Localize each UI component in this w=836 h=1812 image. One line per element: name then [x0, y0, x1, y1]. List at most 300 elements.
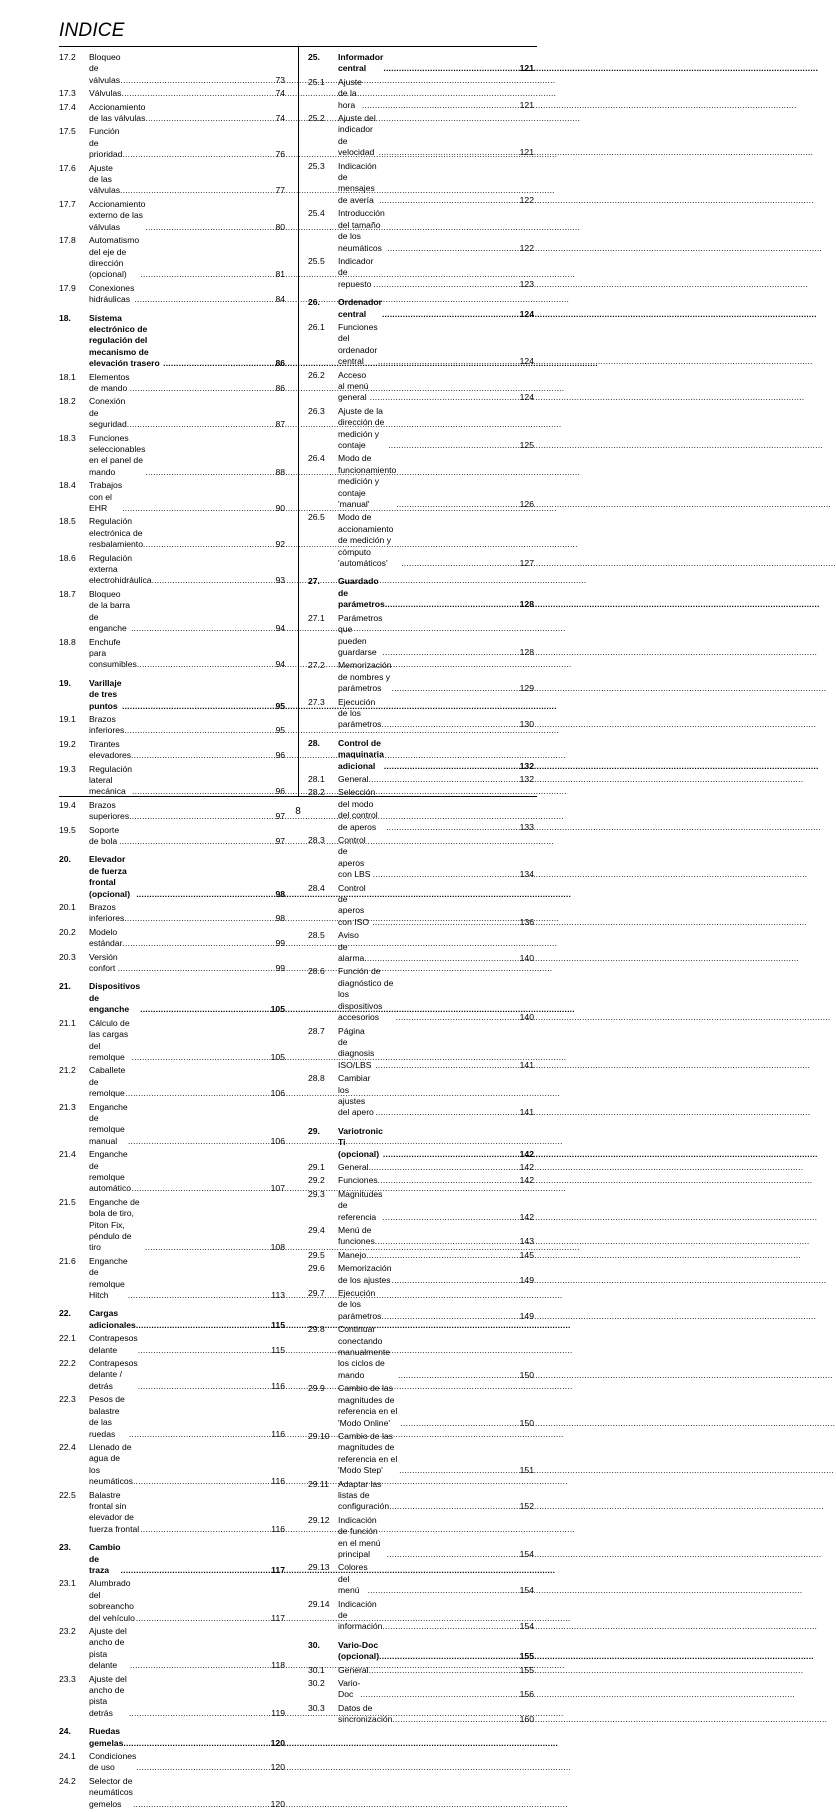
dot-leader — [389, 1501, 519, 1512]
dot-leader — [137, 659, 275, 670]
toc-entry-number: 21.5 — [59, 1196, 76, 1207]
toc-entry-page: 80 — [275, 221, 285, 232]
toc-entry — [59, 163, 285, 197]
toc-entry — [59, 396, 285, 430]
toc-entry-number: 27.2 — [308, 660, 325, 671]
toc-entry-title: Colores del menú — [338, 1562, 368, 1596]
toc-entry — [308, 208, 534, 254]
toc-entry-page: 152 — [519, 1501, 534, 1512]
toc-entry — [59, 1626, 285, 1672]
toc-entry — [59, 235, 285, 281]
toc-entry-number: 29.8 — [308, 1324, 325, 1335]
toc-entry — [59, 1442, 285, 1488]
dot-leader — [364, 953, 518, 964]
toc-entry-number: 29.1 — [308, 1161, 325, 1172]
toc-entry-number: 25.4 — [308, 208, 325, 219]
toc-entry-number: 29.4 — [308, 1225, 325, 1235]
toc-entry-number: 22.1 — [59, 1333, 76, 1344]
toc-entry — [308, 697, 534, 731]
dot-leader — [138, 1381, 271, 1392]
toc-entry-page: 145 — [519, 1249, 534, 1260]
toc-entry — [59, 1065, 285, 1099]
toc-entry-title: Regulación lateral mecánica — [89, 763, 132, 797]
dot-leader — [145, 222, 274, 233]
toc-entry-title: Bloqueo de válvulas — [89, 52, 121, 85]
toc-entry-number: 30.1 — [308, 1664, 325, 1675]
dot-leader — [387, 1549, 519, 1560]
dot-leader — [382, 1212, 518, 1223]
dot-leader — [373, 279, 518, 290]
toc-entry — [59, 1751, 285, 1774]
toc-entry-title: Ejecución de los parámetros — [338, 696, 382, 730]
toc-entry-number: 27.3 — [308, 696, 325, 707]
toc-entry — [59, 126, 285, 160]
toc-entry — [308, 1431, 534, 1477]
dot-leader — [368, 1585, 519, 1596]
toc-entry — [59, 637, 285, 671]
dot-leader — [131, 750, 274, 761]
toc-entry — [308, 613, 534, 659]
dot-leader — [121, 88, 274, 99]
toc-entry-title: Cambiar los ajustes del apero — [338, 1073, 374, 1118]
toc-entry-number: 27. — [308, 576, 320, 587]
toc-entry-page: 113 — [271, 1290, 285, 1301]
toc-chapter-entry — [59, 854, 285, 900]
dot-leader — [136, 889, 274, 900]
toc-entry-page: 150 — [519, 1417, 534, 1428]
toc-entry-page: 86 — [275, 382, 285, 393]
dot-leader — [140, 269, 274, 280]
toc-entry — [308, 256, 534, 290]
toc-entry-number: 28.1 — [308, 773, 325, 784]
toc-entry-page: 84 — [275, 294, 285, 305]
toc-entry — [59, 283, 285, 306]
toc-entry-title: Versión confort — [89, 951, 118, 974]
toc-entry-number: 20. — [59, 854, 71, 865]
toc-entry-title: Aviso de alarma — [338, 930, 365, 964]
toc-entry-title: Soporte de bola — [89, 824, 120, 846]
toc-entry — [59, 1018, 285, 1064]
toc-entry-title: Bloqueo de la barra de enganche — [89, 588, 131, 634]
toc-entry-number: 29.12 — [308, 1514, 330, 1525]
dot-leader — [131, 1183, 269, 1194]
dot-leader — [132, 1052, 270, 1063]
dot-leader — [401, 558, 518, 569]
toc-entry — [59, 589, 285, 635]
toc-chapter-entry — [308, 738, 534, 772]
dot-leader — [396, 499, 518, 510]
toc-entry — [59, 372, 285, 395]
dot-leader — [373, 869, 519, 880]
dot-leader — [396, 1012, 519, 1023]
toc-entry-page: 126 — [519, 499, 534, 510]
toc-entry-title: Alumbrado del sobreancho del vehículo — [89, 1578, 135, 1623]
toc-entry-page: 136 — [519, 916, 534, 927]
toc-entry-page: 124 — [519, 356, 534, 367]
toc-entry-title: Cambio de traza — [89, 1542, 121, 1575]
dot-leader — [379, 147, 519, 158]
toc-entry-number: 18.6 — [59, 552, 76, 563]
toc-entry-page: 142 — [519, 1175, 534, 1186]
toc-entry-number: 22.5 — [59, 1489, 76, 1500]
toc-entry-number: 24.2 — [59, 1775, 76, 1786]
toc-entry-title: Condiciones de uso — [89, 1751, 137, 1773]
toc-entry-page: 128 — [519, 599, 534, 610]
toc-entry-number: 24. — [59, 1726, 71, 1737]
toc-entry-number: 26.3 — [308, 405, 325, 416]
toc-entry-number: 18.5 — [59, 516, 76, 527]
toc-entry-number: 28.4 — [308, 882, 325, 893]
dot-leader — [136, 1613, 271, 1624]
toc-entry — [59, 480, 285, 514]
dot-leader — [378, 356, 519, 367]
toc-entry-number: 20.2 — [59, 926, 76, 937]
toc-entry-title: Elementos de mando — [89, 371, 130, 393]
toc-entry-page: 98 — [275, 913, 285, 924]
dot-leader — [369, 1665, 519, 1676]
dot-leader — [382, 1621, 518, 1632]
toc-entry-title: Regulación electrónica de resbalamiento — [89, 516, 143, 550]
toc-entry-page: 115 — [271, 1344, 285, 1355]
toc-entry-page: 105 — [270, 1004, 285, 1015]
toc-entry — [308, 370, 534, 404]
toc-entry-page: 120 — [270, 1737, 285, 1748]
toc-entry-number: 29.9 — [308, 1383, 325, 1394]
toc-entry-page: 118 — [271, 1660, 285, 1671]
dot-leader — [385, 599, 519, 610]
toc-entry-page: 95 — [275, 700, 285, 711]
toc-entry — [308, 1250, 534, 1261]
dot-leader — [382, 647, 518, 658]
toc-entry-page: 97 — [275, 811, 285, 822]
toc-entry-title: General — [338, 773, 369, 784]
toc-entry-number: 22. — [59, 1308, 71, 1319]
toc-entry — [308, 1479, 534, 1513]
toc-entry — [59, 516, 285, 550]
toc-entry-page: 123 — [519, 278, 534, 289]
dot-leader — [122, 503, 274, 514]
dot-leader — [122, 938, 274, 949]
toc-entry-number: 23.3 — [59, 1673, 76, 1684]
toc-entry — [308, 77, 534, 111]
toc-entry-title: Sistema electrónico de regulación del mecanismo de elevación trasero — [89, 312, 160, 369]
toc-entry-page: 125 — [519, 440, 534, 450]
toc-entry-page: 116 — [271, 1523, 285, 1534]
toc-entry-page: 117 — [271, 1564, 285, 1575]
toc-entry-title: Magnitudes de referencia — [338, 1188, 383, 1222]
toc-chapter-entry — [308, 1126, 534, 1160]
toc-entry-title: Ajuste de la hora — [338, 76, 362, 110]
toc-entry-title: Memorización de los ajustes — [338, 1263, 392, 1285]
dot-leader — [392, 1275, 519, 1286]
toc-entry-page: 142 — [519, 1161, 534, 1172]
toc-entry-title: Ejecución de los parámetros — [338, 1288, 382, 1321]
dot-leader — [119, 836, 274, 847]
toc-entry-number: 21.3 — [59, 1101, 76, 1112]
toc-chapter-entry — [59, 1726, 285, 1749]
toc-entry-page: 116 — [271, 1476, 285, 1487]
dot-leader — [122, 701, 274, 712]
toc-entry-page: 133 — [519, 821, 534, 832]
toc-entry-page: 121 — [519, 99, 534, 110]
toc-entry-page: 98 — [275, 888, 285, 899]
toc-entry — [308, 1599, 534, 1633]
dot-leader — [383, 1149, 519, 1160]
toc-entry-number: 21.1 — [59, 1017, 76, 1028]
dot-leader — [121, 1565, 271, 1576]
toc-entry-number: 23. — [59, 1542, 71, 1553]
toc-entry-number: 18.1 — [59, 371, 76, 382]
toc-entry-title: Accionamiento externo de las válvulas — [89, 198, 146, 232]
dot-leader — [124, 725, 274, 736]
dot-leader — [383, 63, 518, 74]
toc-entry-title: Selector de neumáticos gemelos — [89, 1775, 133, 1809]
toc-entry-page: 87 — [275, 419, 285, 430]
dot-leader — [120, 185, 274, 196]
dot-leader — [163, 358, 274, 369]
toc-entry-title: Varillaje de tres puntos — [89, 677, 122, 711]
toc-entry-page: 108 — [270, 1242, 285, 1253]
toc-entry — [59, 1776, 285, 1810]
toc-entry-page: 120 — [270, 1762, 285, 1773]
toc-entry — [59, 102, 285, 125]
toc-entry-number: 25.3 — [308, 160, 325, 171]
toc-entry-title: Ajuste del indicador de velocidad — [338, 113, 376, 158]
toc-entry — [59, 927, 285, 950]
toc-entry-number: 29.2 — [308, 1175, 325, 1186]
toc-entry-title: Conexión de seguridad — [89, 396, 127, 430]
toc-entry-page: 155 — [519, 1664, 534, 1675]
dot-leader — [392, 683, 519, 694]
toc-entry-number: 19. — [59, 677, 71, 688]
toc-entry-title: Contrapesos delante — [89, 1333, 138, 1355]
toc-entry — [308, 1162, 534, 1173]
toc-entry-title: Menú de funciones — [338, 1225, 375, 1247]
toc-entry-page: 97 — [275, 836, 285, 846]
dot-leader — [369, 1162, 519, 1173]
toc-entry-number: 30.2 — [308, 1678, 325, 1689]
dot-leader — [384, 761, 519, 772]
toc-entry-number: 17.2 — [59, 52, 76, 62]
toc-entry — [308, 660, 534, 694]
dot-leader — [386, 822, 519, 833]
toc-entry-page: 142 — [519, 1211, 534, 1222]
dot-leader — [140, 1524, 270, 1535]
toc-chapter-entry — [308, 52, 534, 75]
toc-entry-title: Brazos superiores — [89, 799, 130, 822]
toc-entry-number: 18.2 — [59, 396, 76, 407]
toc-chapter-entry — [308, 297, 534, 320]
toc-entry — [308, 1189, 534, 1223]
toc-entry — [308, 322, 534, 368]
toc-entry — [308, 1073, 534, 1119]
toc-entry-number: 22.4 — [59, 1441, 76, 1452]
toc-entry-title: Conexiones hidráulicas — [89, 282, 135, 305]
toc-entry-number: 18. — [59, 312, 71, 323]
toc-entry-page: 143 — [519, 1236, 534, 1247]
toc-entry-number: 27.1 — [308, 612, 325, 623]
toc-entry-title: Modelo estándar — [89, 926, 123, 949]
toc-entry — [59, 199, 285, 233]
toc-entry-page: 149 — [519, 1274, 534, 1285]
toc-entry-title: Vario-Doc — [338, 1678, 361, 1700]
toc-entry-number: 28.5 — [308, 930, 325, 941]
toc-entry-page: 124 — [519, 392, 534, 403]
toc-entry-page: 132 — [519, 773, 534, 784]
toc-entry-page: 122 — [519, 242, 534, 253]
toc-entry-number: 29.13 — [308, 1562, 330, 1573]
toc-entry-number: 28.2 — [308, 787, 325, 798]
dot-leader — [375, 1236, 519, 1247]
toc-entry-number: 21.2 — [59, 1065, 76, 1076]
footer-rule — [59, 796, 537, 797]
toc-entry-title: Vario-Doc (opcional) — [338, 1639, 380, 1662]
dot-leader — [140, 1004, 270, 1015]
toc-entry-number: 19.2 — [59, 738, 76, 749]
toc-entry-title: Página de diagnosis ISO/LBS — [338, 1025, 375, 1070]
toc-entry-number: 25.2 — [308, 113, 325, 124]
toc-entry-page: 94 — [275, 623, 285, 634]
toc-entry-number: 28.8 — [308, 1073, 325, 1084]
dot-leader — [118, 963, 275, 974]
toc-entry-page: 116 — [271, 1428, 285, 1439]
toc-entry-page: 132 — [519, 760, 534, 771]
dot-leader — [392, 1714, 518, 1725]
dot-leader — [130, 1660, 270, 1671]
toc-entry-title: Informador central — [338, 52, 384, 74]
toc-entry-title: Función de diagnóstico de los dispositivos accesorios — [338, 966, 394, 1023]
toc-entry-number: 18.3 — [59, 432, 76, 443]
toc-entry-number: 29.5 — [308, 1249, 325, 1260]
dot-leader — [134, 294, 274, 305]
toc-chapter-entry — [59, 678, 285, 712]
toc-entry-page: 92 — [275, 539, 285, 550]
toc-chapter-entry — [59, 981, 285, 1015]
toc-entry-title: Funciones seleccionables en el panel de mando — [89, 432, 146, 477]
toc-entry-page: 74 — [275, 88, 285, 99]
dot-leader — [145, 113, 274, 124]
toc-entry-title: Ajuste de las válvulas — [89, 162, 121, 196]
toc-entry-number: 18.7 — [59, 588, 76, 599]
toc-entry-page: 120 — [270, 1798, 285, 1809]
dot-leader — [382, 309, 519, 320]
toc-entry-page: 142 — [519, 1148, 534, 1159]
toc-entry-number: 18.8 — [59, 636, 76, 647]
toc-entry-title: Ordenador central — [338, 297, 382, 319]
toc-chapter-entry — [59, 1308, 285, 1331]
dot-leader — [381, 1311, 518, 1322]
toc-entry-number: 17.3 — [59, 88, 76, 99]
dot-leader — [362, 100, 519, 111]
toc-entry-title: Adaptar las listas de configuración — [338, 1478, 390, 1512]
toc-entry-title: Modo de funcionamiento medición y contaje 'manual' — [338, 453, 397, 510]
toc-entry-title: Indicador de repuesto — [338, 255, 374, 289]
toc-entry-page: 141 — [519, 1059, 534, 1070]
toc-entry-page: 154 — [519, 1621, 534, 1632]
dot-leader — [370, 392, 519, 403]
dot-leader — [387, 243, 518, 254]
toc-entry — [59, 739, 285, 762]
dot-leader — [128, 1290, 271, 1301]
toc-entry-number: 26.5 — [308, 512, 325, 523]
toc-entry-number: 28.6 — [308, 966, 325, 977]
toc-chapter-entry — [308, 1640, 534, 1663]
toc-entry-title: Ajuste del ancho de pista delante — [89, 1626, 127, 1671]
toc-entry-number: 30. — [308, 1639, 320, 1650]
toc-entry-title: Datos de sincronización — [338, 1702, 393, 1725]
toc-entry — [59, 553, 285, 587]
toc-entry-page: 106 — [270, 1088, 285, 1099]
toc-entry-page: 99 — [275, 938, 285, 949]
toc-entry-number: 17.9 — [59, 282, 76, 293]
toc-entry-page: 88 — [275, 466, 285, 477]
dot-leader — [136, 1762, 269, 1773]
dot-leader — [121, 75, 275, 86]
toc-entry-number: 29.3 — [308, 1188, 325, 1199]
dot-leader — [388, 440, 518, 451]
toc-entry-page: 93 — [275, 575, 285, 586]
toc-entry-page: 154 — [519, 1548, 534, 1559]
toc-entry-page: 154 — [519, 1585, 534, 1596]
toc-entry-title: Elevador de fuerza frontal (opcional) — [89, 854, 131, 899]
toc-entry — [308, 1263, 534, 1286]
toc-entry — [59, 1490, 285, 1536]
toc-entry-title: Llenado de agua de los neumáticos — [89, 1441, 133, 1487]
dot-leader — [378, 1175, 519, 1186]
toc-entry — [308, 966, 534, 1023]
toc-entry — [59, 1256, 285, 1302]
toc-entry-title: Indicación de función en el menú principal — [338, 1514, 381, 1559]
toc-entry-page: 95 — [275, 725, 285, 736]
toc-entry-page: 149 — [519, 1310, 534, 1321]
toc-entry-page: 134 — [519, 869, 534, 880]
toc-entry — [59, 1102, 285, 1148]
toc-entry-title: Regulación externa electrohidráulica — [89, 552, 152, 586]
toc-entry-number: 26.1 — [308, 321, 325, 332]
toc-entry-number: 19.1 — [59, 713, 76, 724]
toc-entry-page: 90 — [275, 503, 285, 514]
toc-entry — [308, 883, 534, 929]
toc-entry-number: 19.4 — [59, 799, 76, 810]
toc-entry-title: Contrapesos delante / detrás — [89, 1358, 138, 1391]
toc-entry — [308, 406, 534, 452]
toc-entry-title: Ajuste de la dirección de medición y contaje — [338, 405, 385, 450]
dot-leader — [128, 1136, 270, 1147]
toc-entry-title: Trabajos con el EHR — [89, 480, 123, 514]
toc-chapter-entry — [308, 576, 534, 610]
toc-entry-title: Ajuste del ancho de pista detrás — [89, 1673, 127, 1718]
toc-entry-title: Variotronic Ti (opcional) — [338, 1125, 383, 1159]
toc-entry — [59, 1674, 285, 1720]
toc-entry-title: Válvulas — [89, 88, 122, 99]
toc-entry-number: 23.2 — [59, 1626, 76, 1636]
toc-entry-number: 19.5 — [59, 824, 76, 835]
toc-entry-page: 128 — [519, 646, 534, 657]
dot-leader — [152, 575, 275, 586]
dot-leader — [122, 149, 274, 160]
toc-entry — [59, 902, 285, 925]
toc-entry-number: 18.4 — [59, 480, 76, 491]
toc-entry-page: 122 — [519, 194, 534, 205]
dot-leader — [379, 195, 519, 206]
dot-leader — [127, 419, 275, 430]
toc-entry-title: Funciones — [338, 1175, 378, 1186]
dot-leader — [399, 1465, 518, 1476]
toc-entry-title: General — [338, 1664, 369, 1675]
toc-entry — [308, 453, 534, 510]
toc-entry-title: Función de prioridad — [89, 126, 123, 160]
toc-entry-page: 81 — [275, 269, 285, 280]
